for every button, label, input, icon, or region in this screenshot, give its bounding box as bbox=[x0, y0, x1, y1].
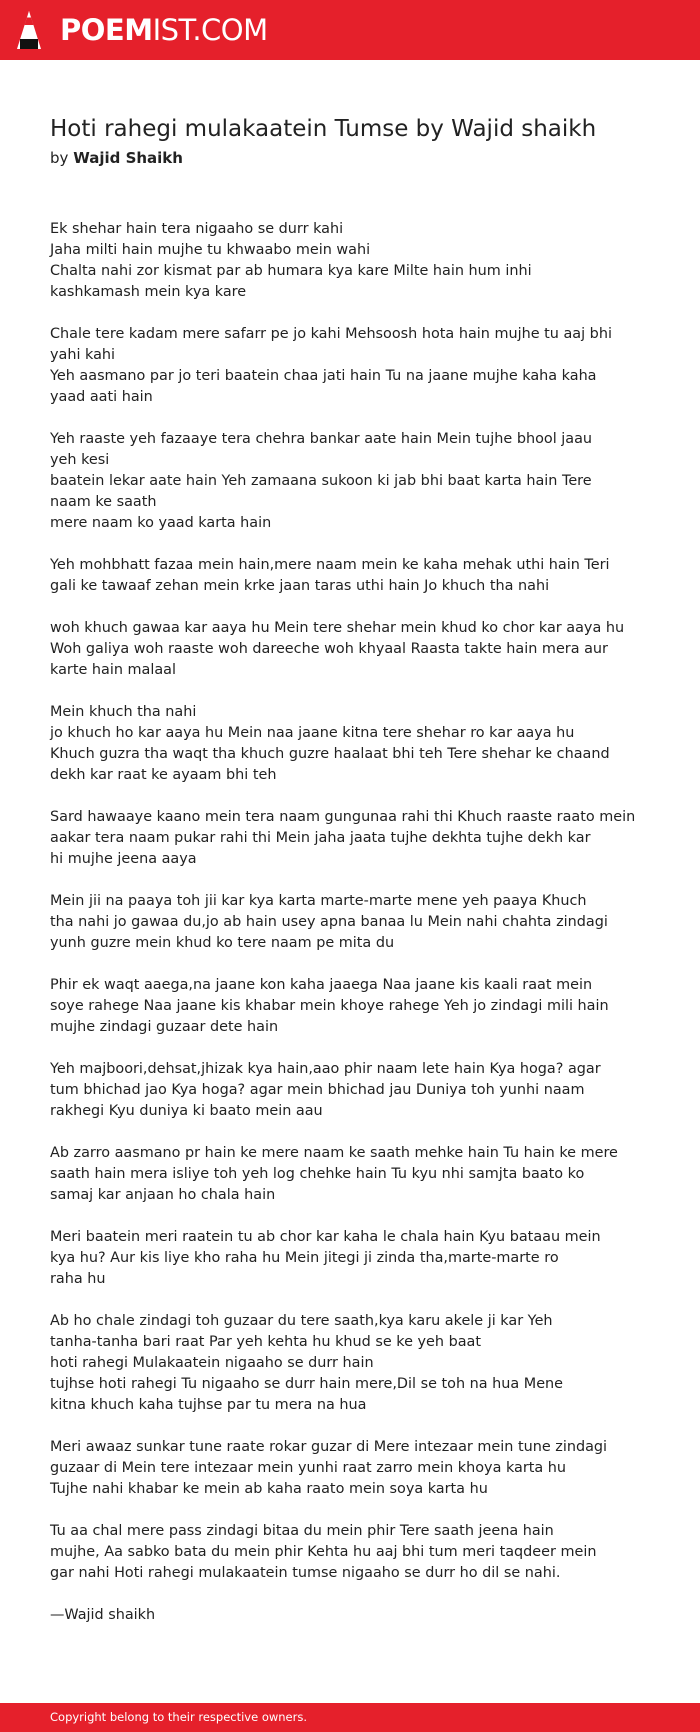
poem-line: aakar tera naam pukar rahi thi Mein jaha jaata tujhe dekhta tujhe dekh kar bbox=[50, 830, 591, 846]
poem-line: yahi kahi bbox=[50, 347, 116, 363]
site-footer bbox=[0, 1703, 700, 1732]
poem-stanza bbox=[50, 1311, 670, 1416]
poem-stanza bbox=[50, 807, 670, 870]
poem-line: kya hu? Aur kis liye kho raha hu Mein jitegi ji zinda tha,marte-marte ro bbox=[50, 1250, 559, 1266]
poem-line: naam ke saath bbox=[50, 494, 157, 510]
poem-line: mujhe zindagi guzaar dete hain bbox=[50, 1019, 279, 1035]
poem-line: hi mujhe jeena aaya bbox=[50, 851, 197, 867]
poem-line: guzaar di Mein tere intezaar mein yunhi raat zarro mein khoya karta hu bbox=[50, 1460, 567, 1476]
copyright-text: Copyright belong to their respective owners. bbox=[50, 1710, 308, 1724]
poem-stanza bbox=[50, 219, 670, 303]
poem-stanza bbox=[50, 1521, 670, 1584]
poem-stanza bbox=[50, 702, 670, 786]
by-label: by bbox=[50, 149, 69, 167]
site-header bbox=[0, 0, 700, 60]
poem-line: kashkamash mein kya kare bbox=[50, 284, 247, 300]
poem-line: Chale tere kadam mere safarr pe jo kahi Mehsoosh hota hain mujhe tu aaj bhi bbox=[50, 326, 612, 342]
poem-line: Khuch guzra tha waqt tha khuch guzre haalaat bhi teh Tere shehar ke chaand bbox=[50, 746, 610, 762]
poem-line: gar nahi Hoti rahegi mulakaatein tumse nigaaho se durr ho dil se nahi. bbox=[50, 1565, 561, 1581]
poem-line: kitna khuch kaha tujhse par tu mera na hua bbox=[50, 1397, 367, 1413]
poem-line: Chalta nahi zor kismat par ab humara kya kare Milte hain hum inhi bbox=[50, 263, 532, 279]
poem-line: samaj kar anjaan ho chala hain bbox=[50, 1187, 276, 1203]
poem-line: yaad aati hain bbox=[50, 389, 153, 405]
poem-stanza bbox=[50, 429, 670, 534]
poem-line: Tujhe nahi khabar ke mein ab kaha raato mein soya karta hu bbox=[50, 1481, 488, 1497]
poem-line: Woh galiya woh raaste woh dareeche woh khyaal Raasta takte hain mera aur bbox=[50, 641, 608, 657]
poem-line: Mein jii na paaya toh jii kar kya karta marte-marte mene yeh paaya Khuch bbox=[50, 893, 587, 909]
poem-line: tanha-tanha bari raat Par yeh kehta hu khud se ke yeh baat bbox=[50, 1334, 482, 1350]
poem-line: Meri baatein meri raatein tu ab chor kar kaha le chala hain Kyu bataau mein bbox=[50, 1229, 601, 1245]
poem-line: saath hain mera isliye toh yeh log chehke hain Tu kyu nhi samjta baato ko bbox=[50, 1166, 585, 1182]
poem-line: rakhegi Kyu duniya ki baato mein aau bbox=[50, 1103, 323, 1119]
poem-title: Hoti rahegi mulakaatein Tumse by Wajid shaikh bbox=[50, 116, 597, 142]
poem-line: dekh kar raat ke ayaam bhi teh bbox=[50, 767, 277, 783]
poem-line: Yeh raaste yeh fazaaye tera chehra bankar aate hain Mein tujhe bhool jaau bbox=[50, 431, 593, 447]
poem-stanza bbox=[50, 1059, 670, 1122]
poem-stanza bbox=[50, 891, 670, 954]
poem-line: woh khuch gawaa kar aaya hu Mein tere shehar mein khud ko chor kar aaya hu bbox=[50, 620, 625, 636]
byline bbox=[50, 149, 183, 167]
poem-line: tum bhichad jao Kya hoga? agar mein bhichad jau Duniya toh yunhi naam bbox=[50, 1082, 585, 1098]
poem-line: mere naam ko yaad karta hain bbox=[50, 515, 272, 531]
poem-line: mujhe, Aa sabko bata du mein phir Kehta hu aaj bhi tum meri taqdeer mein bbox=[50, 1544, 597, 1560]
poem-line: karte hain malaal bbox=[50, 662, 176, 678]
poem-line: soye rahege Naa jaane kis khabar mein khoye rahege Yeh jo zindagi mili hain bbox=[50, 998, 609, 1014]
poem-line: yeh kesi bbox=[50, 452, 110, 468]
poem-stanza bbox=[50, 555, 670, 597]
poem-stanza bbox=[50, 975, 670, 1038]
poem-line: jo khuch ho kar aaya hu Mein naa jaane kitna tere shehar ro kar aaya hu bbox=[50, 725, 575, 741]
logo-bold-text: POEM bbox=[60, 13, 153, 47]
poem-line: Ab zarro aasmano pr hain ke mere naam ke saath mehke hain Tu hain ke mere bbox=[50, 1145, 618, 1161]
poem-line: hoti rahegi Mulakaatein nigaaho se durr hain bbox=[50, 1355, 374, 1371]
poem-line: Ab ho chale zindagi toh guzaar du tere saath,kya karu akele ji kar Yeh bbox=[50, 1313, 553, 1329]
poem-line: Jaha milti hain mujhe tu khwaabo mein wahi bbox=[50, 242, 371, 258]
poem-line: yunh guzre mein khud ko tere naam pe mita du bbox=[50, 935, 395, 951]
author-name: Wajid Shaikh bbox=[73, 149, 183, 167]
poem-signature: —Wajid shaikh bbox=[50, 1607, 156, 1623]
poem-line: Ek shehar hain tera nigaaho se durr kahi bbox=[50, 221, 344, 237]
poem-line: baatein lekar aate hain Yeh zamaana sukoon ki jab bhi baat karta hain Tere bbox=[50, 473, 592, 489]
poem-line: Yeh aasmano par jo teri baatein chaa jati hain Tu na jaane mujhe kaha kaha bbox=[50, 368, 597, 384]
poem-stanza bbox=[50, 1227, 670, 1290]
poem-line: Meri awaaz sunkar tune raate rokar guzar di Mere intezaar mein tune zindagi bbox=[50, 1439, 608, 1455]
poem-line: Mein khuch tha nahi bbox=[50, 704, 197, 720]
poem-line: Sard hawaaye kaano mein tera naam gungunaa rahi thi Khuch raaste raato mein bbox=[50, 809, 636, 825]
poem-line: Tu aa chal mere pass zindagi bitaa du mein phir Tere saath jeena hain bbox=[50, 1523, 554, 1539]
pencil-logo-icon[interactable] bbox=[16, 9, 42, 51]
poem-line: raha hu bbox=[50, 1271, 106, 1287]
poem-stanza bbox=[50, 1143, 670, 1206]
poem-line: tha nahi jo gawaa du,jo ab hain usey apna banaa lu Mein nahi chahta zindagi bbox=[50, 914, 608, 930]
poem-line: Phir ek waqt aaega,na jaane kon kaha jaaega Naa jaane kis kaali raat mein bbox=[50, 977, 593, 993]
poem-body bbox=[50, 219, 670, 1626]
poem-line: Yeh mohbhatt fazaa mein hain,mere naam mein ke kaha mehak uthi hain Teri bbox=[50, 557, 610, 573]
logo-light-text: IST.COM bbox=[152, 13, 268, 47]
poem-line: Yeh majboori,dehsat,jhizak kya hain,aao phir naam lete hain Kya hoga? agar bbox=[50, 1061, 601, 1077]
poem-stanza bbox=[50, 324, 670, 408]
site-logo[interactable] bbox=[60, 10, 268, 50]
poem-line: tujhse hoti rahegi Tu nigaaho se durr hain mere,Dil se toh na hua Mene bbox=[50, 1376, 564, 1392]
poem-stanza bbox=[50, 1437, 670, 1500]
poem-stanza bbox=[50, 618, 670, 681]
poem-line: gali ke tawaaf zehan mein krke jaan taras uthi hain Jo khuch tha nahi bbox=[50, 578, 550, 594]
